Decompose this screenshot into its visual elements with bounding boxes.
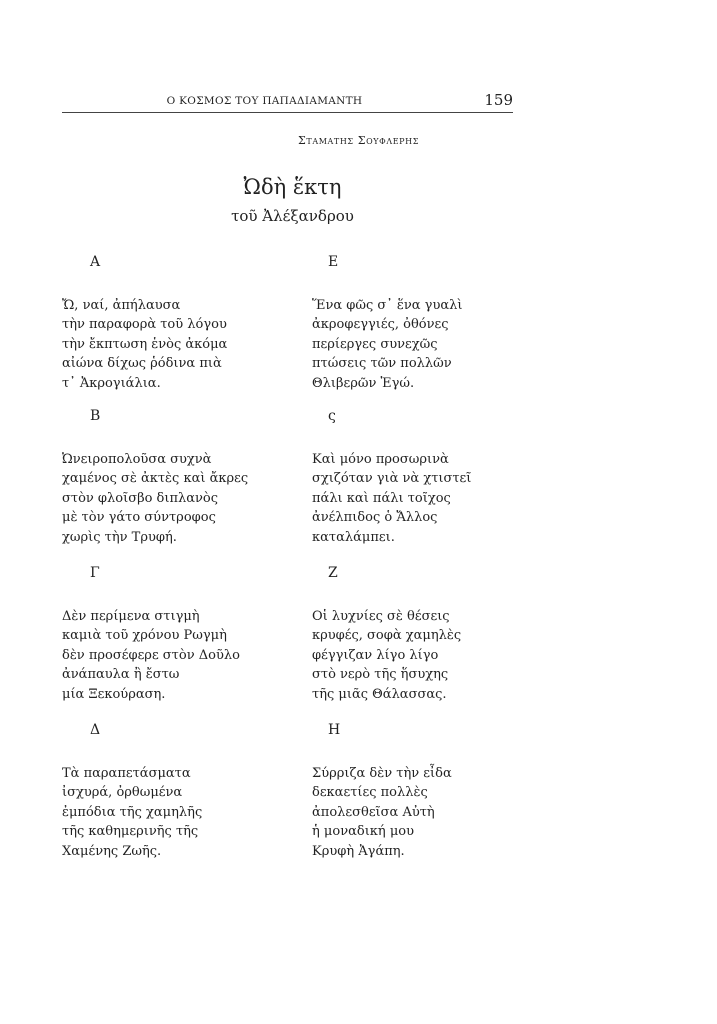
poem-subtitle: τοῦ Ἀλέξανδρου	[231, 207, 354, 225]
verse-line: περίεργες συνεχῶς	[312, 336, 438, 352]
stanza-d	[62, 722, 282, 861]
verse-line: ἀκροφεγγιές, ὀθόνες	[312, 317, 449, 333]
verse-line: χαμένος σὲ ἀκτὲς καὶ ἄκρες	[62, 471, 249, 487]
verse-line: πτώσεις τῶν πολλῶν	[312, 356, 452, 372]
verse-line: Χαμένης Ζωῆς.	[62, 843, 162, 859]
verse-line: Ὤ, ναί, ἀπήλαυσα	[62, 298, 181, 313]
verse-line: δὲν προσέφερε στὸν Δοῦλο	[62, 647, 240, 663]
verse-line: Ὠνειροπολοῦσα συχνὰ	[62, 452, 212, 467]
verse-line: στὸν φλοῖσβο διπλανὸς	[62, 490, 219, 506]
verse-line: ἰσχυρά, ὀρθωμένα	[62, 785, 183, 801]
verse-line: Οἱ λυχνίες σὲ θέσεις	[312, 609, 450, 624]
stanza-lines	[312, 764, 532, 861]
verse-line: ἡ μοναδική μου	[312, 824, 415, 840]
verse-line: Κρυφὴ Ἀγάπη.	[312, 843, 405, 859]
verse-line: ἀπολεσθεῖσα Αὐτὴ	[312, 804, 435, 820]
author-name: Σταματησ Σουφλερησ	[298, 134, 419, 147]
verse-line: τ᾽ Ἀκρογιάλια.	[62, 375, 161, 391]
stanza-e	[312, 254, 532, 393]
verse-line: Θλιβερῶν Ἐγώ.	[312, 375, 415, 391]
verse-line: μὲ τὸν γάτο σύντροφος	[62, 510, 216, 526]
verse-line: καμιὰ τοῦ χρόνου Ρωγμὴ	[62, 628, 227, 644]
verse-line: Ἕνα φῶς σ᾽ ἕνα γυαλὶ	[312, 298, 463, 313]
stanza-numeral: ς	[328, 408, 336, 424]
stanza-f	[312, 408, 532, 547]
verse-line: Σύρριζα δὲν τὴν εἶδα	[312, 766, 452, 781]
stanza-lines	[312, 296, 532, 393]
verse-line: πάλι καὶ πάλι τοῖχος	[312, 490, 451, 506]
verse-line: δεκαετίες πολλὲς	[312, 785, 428, 801]
stanza-lines	[62, 764, 282, 861]
stanza-lines	[62, 296, 282, 393]
verse-line: τὴν ἔκπτωση ἑνὸς ἀκόμα	[62, 336, 228, 352]
verse-line: τὴν παραφορὰ τοῦ λόγου	[62, 317, 227, 333]
stanza-lines	[62, 607, 282, 704]
verse-line: Καὶ μόνο προσωρινὰ	[312, 452, 449, 467]
verse-line: Δὲν περίμενα στιγμὴ	[62, 609, 200, 624]
stanza-numeral: Β	[90, 408, 101, 424]
stanza-numeral: Ζ	[328, 565, 338, 581]
verse-line: ἐμπόδια τῆς χαμηλῆς	[62, 804, 203, 820]
stanza-h	[312, 722, 532, 861]
running-title: Ο ΚΟΣΜΟΣ ΤΟΥ ΠΑΠΑΔΙΑΜΑΝΤΗ	[166, 95, 363, 107]
verse-line: σχιζόταν γιὰ νὰ χτιστεῖ	[312, 471, 472, 487]
verse-line: μία Ξεκούραση.	[62, 686, 166, 702]
stanza-a	[62, 254, 282, 393]
page-header	[62, 91, 513, 113]
stanza-numeral: Γ	[90, 565, 100, 581]
verse-line: χωρὶς τὴν Τρυφή.	[62, 529, 177, 545]
stanza-b	[62, 408, 282, 547]
stanza-lines	[312, 607, 532, 704]
verse-line: αἰώνα δίχως ῥόδινα πιὰ	[62, 356, 222, 372]
verse-line: τῆς μιᾶς Θάλασσας.	[312, 686, 447, 702]
stanza-numeral: Α	[90, 254, 101, 270]
stanza-numeral: Δ	[90, 722, 101, 738]
stanza-lines	[62, 450, 282, 547]
verse-line: ἀνάπαυλα ἢ ἔστω	[62, 667, 180, 683]
verse-line: καταλάμπει.	[312, 529, 395, 545]
stanza-lines	[312, 450, 532, 547]
poem-title: Ὠδὴ ἕκτη	[243, 175, 342, 199]
verse-line: φέγγιζαν λίγο λίγο	[312, 647, 439, 663]
verse-line: Τὰ παραπετάσματα	[62, 766, 191, 781]
stanza-c	[62, 565, 282, 704]
verse-line: τῆς καθημερινῆς τῆς	[62, 824, 199, 840]
stanza-g	[312, 565, 532, 704]
verse-line: κρυφές, σοφὰ χαμηλὲς	[312, 628, 462, 644]
verse-line: ἀνέλπιδος ὁ Ἄλλος	[312, 510, 438, 526]
page-number: 159	[484, 91, 513, 109]
stanza-numeral: Η	[328, 722, 341, 738]
verse-line: στὸ νερὸ τῆς ἥσυχης	[312, 667, 449, 683]
stanza-numeral: Ε	[328, 254, 339, 270]
